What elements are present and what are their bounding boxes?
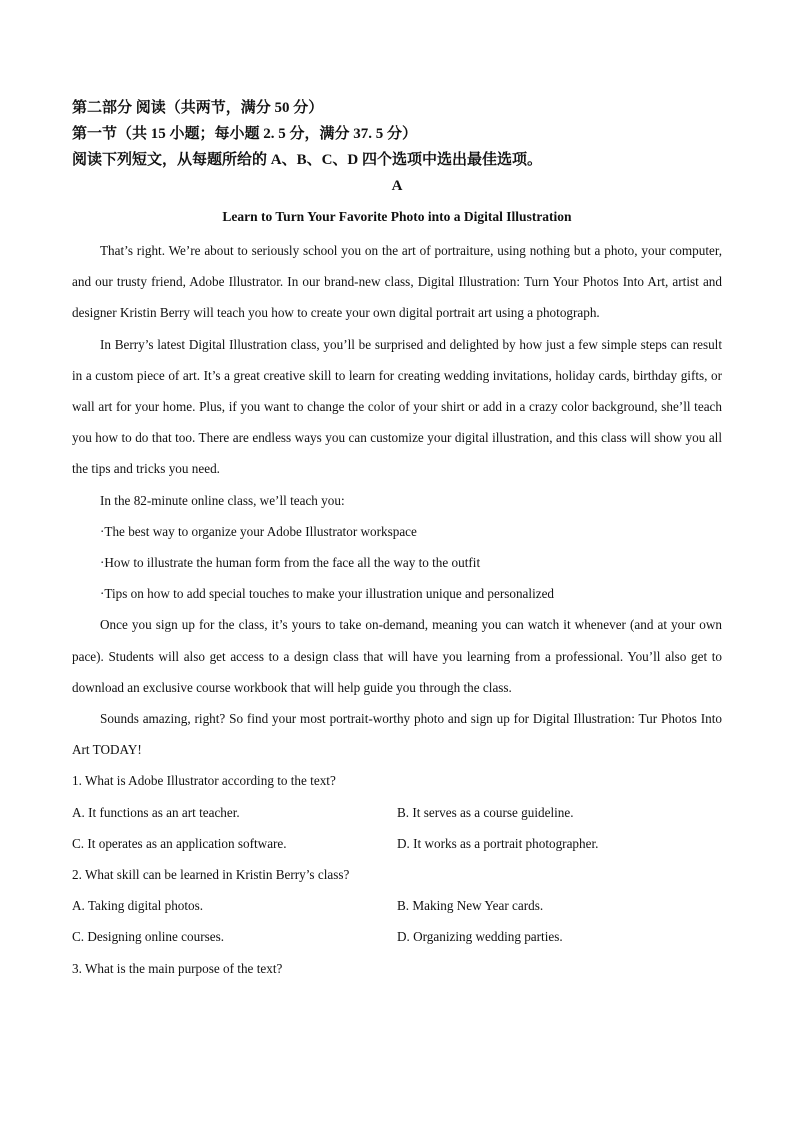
question-stem: 2. What skill can be learned in Kristin Berry’s class? xyxy=(72,867,350,883)
option-b: B. It serves as a course guideline. xyxy=(397,804,574,820)
passage-paragraph: In Berry’s latest Digital Illustration class, you’ll be surprised and delighted by how just a few simple steps can result in a custom piece of art. It’s a great creative skill to learn for creating wedding invitations, holiday cards, birthday gifts, or wall art for your home. Plus, if you want to change the color of your shirt or add in a crazy color background, she’ll teach you how to do that too. There are endless ways you can customize your digital illustration, and this class will show you all the tips and tricks you need. xyxy=(72,336,722,477)
option-row xyxy=(72,921,722,952)
question-stem: 3. What is the main purpose of the text? xyxy=(72,960,283,976)
passage-title: Learn to Turn Your Favorite Photo into a Digital Illustration xyxy=(222,209,572,224)
passage-paragraph: Sounds amazing, right? So find your most portrait-worthy photo and sign up for Digital Illustration: Tur Photos Into Art TODAY! xyxy=(72,711,722,758)
option-row xyxy=(72,828,722,859)
instruction-text: 阅读下列短文，从每题所给的 A、B、C、D 四个选项中选出最佳选项。 xyxy=(72,152,543,168)
option-a: A. Taking digital photos. xyxy=(72,898,204,914)
bullet-item: ·The best way to organize your Adobe Illustrator workspace xyxy=(100,523,417,539)
passage-letter: A xyxy=(391,178,403,194)
option-d: D. Organizing wedding parties. xyxy=(397,929,563,945)
option-b: B. Making New Year cards. xyxy=(397,898,544,914)
option-c: C. Designing online courses. xyxy=(72,929,225,945)
option-row xyxy=(72,890,722,921)
question-stem: 1. What is Adobe Illustrator according to the text? xyxy=(72,773,336,789)
passage-paragraph: In the 82-minute online class, we’ll teach you: xyxy=(100,492,345,508)
bullet-item: ·Tips on how to add special touches to make your illustration unique and personalized xyxy=(100,586,555,602)
option-d: D. It works as a portrait photographer. xyxy=(397,835,599,851)
passage-paragraph: Once you sign up for the class, it’s yours to take on-demand, meaning you can watch it whenever (and at your own pace). Students will also get access to a design class that will have you learning from a professional. You’ll also get to download an exclusive course workbook that will help guide you through the class. xyxy=(72,617,722,695)
bullet-item: ·How to illustrate the human form from the face all the way to the outfit xyxy=(100,555,481,571)
passage-paragraph: That’s right. We’re about to seriously school you on the art of portraiture, using nothing but a photo, your computer, and our trusty friend, Adobe Illustrator. In our brand-new class, Digital Illustration: Turn Your Photos Into Art, artist and designer Kristin Berry will teach you how to create your own digital portrait art using a photograph. xyxy=(72,243,722,321)
option-row xyxy=(72,797,722,828)
option-c: C. It operates as an application software. xyxy=(72,835,287,851)
document-page xyxy=(72,95,722,984)
section-heading: 第一节（共 15 小题；每小题 2. 5 分，满分 37. 5 分） xyxy=(72,126,418,142)
part-heading: 第二部分 阅读（共两节，满分 50 分） xyxy=(72,100,324,116)
option-a: A. It functions as an art teacher. xyxy=(72,804,240,820)
